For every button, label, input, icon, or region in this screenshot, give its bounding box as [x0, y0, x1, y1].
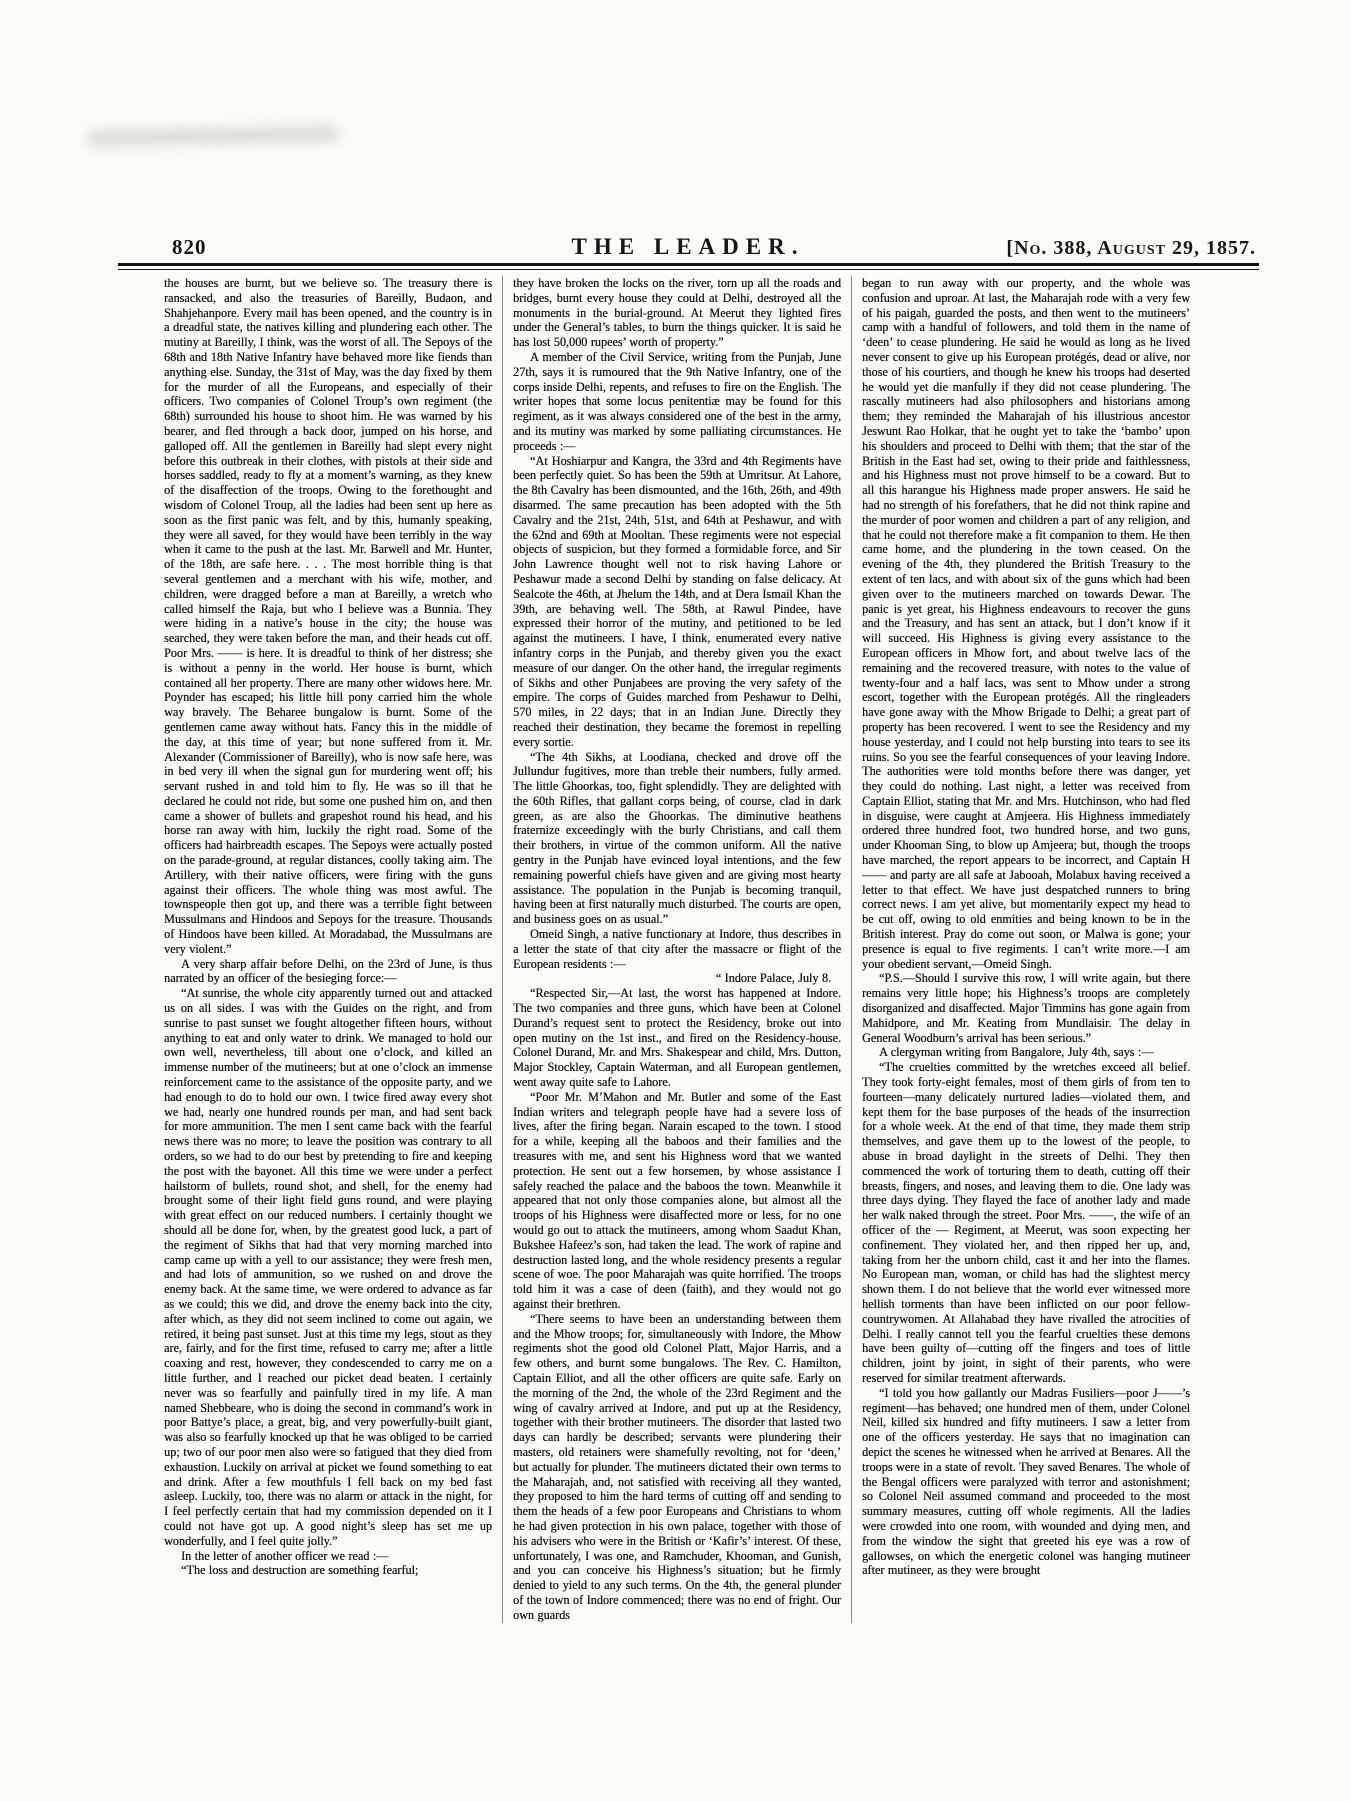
paragraph: began to run away with our property, and the whole was confusion and uproar. At last, the Maharajah rode with a very few of his paigah, guarded the posts, and then went to the mutineers’ camp with a handful of followers, and told them in the name of ‘deen’ to cease plundering. He said he would as long as he lived never consent to give up his European protégés, dead or alive, nor those of his courtiers, and though he knew his troops had deserted he would yet die manfully if they did not cease plundering. The rascally mutineers had also philosophers and historians among them; they reminded the Maharajah of his illustrious ancestor Jeswunt Rao Holkar, that he ought yet to take the ‘bambo’ upon his shoulders and proceed to Delhi with them; that the star of the British in the East had set, owing to their pride and faithlessness, and his Highness must not prove himself to be a coward. But to all this harangue his Highness made proper answers. He said he had no strength of his forefathers, that he did not think rapine and the murder of poor women and children a part of any religion, and that he could not therefore make a fit companion to them. He then came home, and the plundering in the town ceased. On the evening of the 4th, they plundered the British Treasury to the extent of ten lacs, and with about six of the guns which had been given over to the mutineers marched on towards Dewar. The panic is yet great, his Highness endeavours to recover the guns and the Treasury, and has sent an attack, but I don’t know if it will succeed. His Highness is giving every assistance to the European officers in Mhow fort, and about twelve lacs of the remaining and the recovered treasure, with notes to the value of twenty-four and a half lacs, was sent to Mhow under a strong escort, together with the European protégés. All the ringleaders have gone away with the Mhow Brigade to Delhi; a great part of property has been recovered. I went to see the Residency and my house yesterday, and I could not help bursting into tears to see its ruins. So you see the fearful consequences of your leaving Indore. The authorities were told months before there was danger, yet they could do nothing. Last night, a letter was received from Captain Elliot, stating that Mr. and Mrs. Hutchinson, who had fled in disguise, were caught at Amjeera. His Highness immediately ordered three hundred foot, two hundred horse, and two guns, under Khooman Sing, to blow up Amjeera; but, though the troops have marched, the report appears to be incorrect, and Captain H—— and party are all safe at Jabooah, Molabux having received a letter to that effect. We have just despatched runners to bring correct news. I am yet alive, but momentarily expect my head to be cut off, owing to old enmities and being known to be in the British interest. Pray do come out soon, or Malwa is gone; your presence is equal to five regiments. I can’t write more.—I am your obedient servant,—Omeid Singh.	[862, 276, 1191, 971]
header-rule	[118, 263, 1259, 270]
paragraph: “P.S.—Should I survive this row, I will write again, but there remains very little hope; his Highness’s troops are completely disorganized and disaffected. Major Timmins has gone again from Mahidpore, and Mr. Keating from Mundlaisir. The delay in General Woodburn’s arrival has been serious.”	[862, 971, 1190, 1045]
paragraph: Omeid Singh, a native functionary at Indore, thus describes in a letter the state of that city after the massacre or flight of the European residents :—	[513, 927, 841, 971]
paragraph: A very sharp affair before Delhi, on the 23rd of June, is thus narrated by an officer of the besieging force:—	[164, 956, 492, 986]
column-3	[862, 276, 1190, 1623]
scan-smudge	[88, 125, 338, 146]
paragraph: “The cruelties committed by the wretches exceed all belief. They took forty-eight females, most of them girls of from ten to fourteen—many delicately nurtured ladies—violated them, and kept them for the base purposes of the heads of the insurrection for a whole week. At the end of that time, they made them strip themselves, and gave them up to the lowest of the people, to abuse in broad daylight in the streets of Delhi. They then commenced the work of torturing them to death, cutting off their breasts, fingers, and noses, and leaving them to die. One lady was three days dying. They flayed the face of another lady and made her walk naked through the street. Poor Mrs. ——, the wife of an officer of the — Regiment, at Meerut, was soon expecting her confinement. They violated her, and then ripped her up, and, taking from her the unborn child, cast it and her into the flames. No European man, woman, or child has had the slightest mercy shown them. I do not believe that the world ever witnessed more hellish torments than have been inflicted on our poor fellow-countrywomen. At Allahabad they have rivalled the atrocities of Delhi. I really cannot tell you the fearful cruelties these demons have been guilty of—cutting off the fingers and toes of little children, joint by joint, in sight of their parents, who were reserved for similar treatment afterwards.	[862, 1060, 1190, 1385]
page-header	[120, 230, 1256, 260]
column-divider	[851, 276, 852, 1623]
paragraph: “The loss and destruction are something fearful;	[181, 1563, 419, 1578]
paragraph: the houses are burnt, but we believe so. The treasury there is ransacked, and also the treasuries of Bareilly, Budaon, and Shahjehanpore. Every mail has been opened, and the country is in a dreadful state, the natives killing and plundering each other. The mutiny at Bareilly, I think, was the worst of all. The Sepoys of the 68th and 18th Native Infantry have behaved more like fiends than anything else. Sunday, the 31st of May, was the day fixed by them for the murder of all the Europeans, and especially of their officers. Two companies of Colonel Troup’s own regiment (the 68th) surrounded his house to shoot him. He was warned by his bearer, and fled through a back door, jumped on his horse, and galloped off. All the gentlemen in Bareilly had slept every night before this outbreak in their clothes, with pistols at their side and horses saddled, ready to fly at a moment’s warning, as they knew of the disaffection of the troops. Owing to the forethought and wisdom of Colonel Troup, all the ladies had been sent up here as soon as the first panic was felt, and by this, humanly speaking, they were all saved, for they would have been terribly in the way when it came to the push at the last. Mr. Barwell and Mr. Hunter, of the 18th, are safe here. . . . The most horrible thing is that several gentlemen and a merchant with his wife, mother, and children, were dragged before a man at Bareilly, a wretch who called himself the Raja, but who I believe was a Bunnia. They were hiding in a native’s house in the city; the house was searched, they were taken before the man, and their heads cut off. Poor Mrs. —— is here. It is dreadful to think of her distress; she is without a penny in the world. Her house is burnt, which contained all her property. There are many other widows here. Mr. Poynder has escaped; his little hill pony carried him the whole way bravely. The Beharee bungalow is burnt. Some of the gentlemen came away without hats. Fancy this in the middle of the day, at this time of year; but none suffered from it. Mr. Alexander (Commissioner of Bareilly), who is now safe here, was in bed very ill when the signal gun for murdering went off; his servant rushed in and told him to fly. He was so ill that he declared he could not ride, but some one pushed him on, and then came a shower of bullets and grapeshot round his head, and his horse ran away with him, luckily the right road. Some of the officers had hairbreadth escapes. The Sepoys were actually posted on the parade-ground, at regular distances, coolly taking aim. The Artillery, with their native officers, were firing with the guns against their officers. The whole thing was most awful. The townspeople then got up, and there was a terrible fight between Mussulmans and Hindoos and Sepoys for the treasure. Thousands of Hindoos have been killed. At Moradabad, the Mussulmans are very violent.”	[164, 276, 492, 956]
paragraph: “At sunrise, the whole city apparently turned out and attacked us on all sides. I was with the Guides on the right, and from sunrise to past sunset we fought altogether fifteen hours, without anything to eat and only water to drink. We managed to hold our own well, nevertheless, till about one o’clock, and killed an immense number of the mutineers; but at one o’clock an immense reinforcement came to the assistance of the opposite party, and we had enough to do to hold our own. I twice fired away every shot we had, nearly one hundred rounds per man, and had sent back for more ammunition. The men I sent came back with the fearful news there was no more; to leave the position was contrary to all orders, so we had to do our best by pretending to fire and keeping the post with the bayonet. All this time we were under a perfect hailstorm of bullets, round shot, and shell, for the enemy had brought some of their light field guns round, and were playing with great effect on our reduced numbers. I certainly thought we should all be done for, when, by the greatest good luck, a part of the regiment of Sikhs that had that very morning marched into camp came up with a yell to our assistance; they were fresh men, and had lots of ammunition, so we rushed on and drove the enemy back. At the same time, we were ordered to advance as far as we could; this we did, and drove the enemy back into the city, after which, as they did not seem inclined to come out again, we retired, it being past sunset. Just at this time my legs, stout as they are, fairly, and for the first time, refused to carry me; after a little coaxing and rest, however, they condescended to carry me on a little further, and I reached our picket dead beaten. I certainly never was so fearfully and painfully tired in my life. A man named Shebbeare, who is doing the second in command’s work in poor Battye’s place, a great, big, and very powerfully-built giant, was also so fearfully knocked up that he was obliged to be carried up; two of our poor men also were so fatigued that they died from exhaustion. Luckily on arrival at picket we found something to eat and drink. After a few mouthfuls I fell back on my bed fast asleep. Luckily, too, there was no alarm or attack in the night, for I feel perfectly certain that had my commission depended on it I could not have got up. A good night’s sleep has set me up wonderfully, and I feel quite jolly.”	[164, 986, 492, 1548]
paragraph: “Respected Sir,—At last, the worst has happened at Indore. The two companies and three guns, which have been at Colonel Durand’s request sent to protect the Residency, broke out into open mutiny on the 1st inst., and fired on the Residency-house. Colonel Durand, Mr. and Mrs. Shakespear and child, Mrs. Dutton, Major Stockley, Captain Waterman, and all European gentlemen, went away quite safe to Lahore.	[513, 986, 841, 1090]
paragraph: “There seems to have been an understanding between them and the Mhow troops; for, simultaneously with Indore, the Mhow regiments shot the good old Colonel Platt, Major Harris, and a few others, and burnt some bungalows. The Rev. C. Hamilton, Captain Elliot, and all the other officers are quite safe. Early on the morning of the 2nd, the whole of the 23rd Regiment and the wing of cavalry arrived at Indore, and put up at the Residency, together with their brother mutineers. The disorder that lasted two days can hardly be described; servants were plundering their masters, old retainers were shamefully revolting, not for ‘deen,’ but actually for plunder. The mutineers dictated their own terms to the Maharajah, and, not satisfied with receiving all they wanted, they proposed to him the hard terms of cutting off and sending to them the heads of a few poor Europeans and Christians to whom he had given protection in his own palace, together with those of his advisers who were in the British or ‘Kafir’s’ interest. Of these, unfortunately, I was one, and Ramchuder, Khooman, and Gunish, and you can conceive his Highness’s situation; but he firmly denied to yield to any such terms. On the 4th, the general plunder of the town of Indore commenced; there was no end of fright. Our own guards	[513, 1311, 841, 1622]
masthead-title: THE LEADER.	[571, 234, 805, 259]
column-2	[513, 276, 841, 1623]
paragraph: “I told you how gallantly our Madras Fusiliers—poor J——’s regiment—has behaved; one hundred men of them, under Colonel Neil, killed six hundred and fifty mutineers. I saw a letter from one of the officers yesterday. He says that no imagination can depict the scenes he witnessed when he arrived at Benares. All the troops were in a state of revolt. They saved Benares. The whole of the Bengal officers were paralyzed with terror and astonishment; so Colonel Neil assumed command and proceeded to the most summary measures, cutting off whole regiments. All the ladies were crowded into one room, with wounded and dying men, and from the window the sight that greeted his eye was a row of gallowses, on which the energetic colonel was hanging mutineer after mutineer, as they were brought	[862, 1385, 1190, 1578]
paragraph: they have broken the locks on the river, torn up all the roads and bridges, burnt every house they could at Delhi, destroyed all the monuments in the burial-ground. At Meerut they lighted fires under the General’s tables, to burn the things quicker. It is said he has lost 50,000 rupees’ worth of property.”	[513, 276, 841, 350]
column-divider	[502, 276, 503, 1623]
paragraph: “Poor Mr. M’Mahon and Mr. Butler and some of the East Indian writers and telegraph people have had a severe loss of lives, after the firing began. Narain escaped to the town. I stood for a while, keeping all the baboos and their families and the treasures with me, and sent his Highness word that we wanted protection. He sent out a few horsemen, by whose assistance I safely reached the palace and the baboos the town. Meanwhile it appeared that not only those companies alone, but almost all the troops of his Highness were disaffected more or less, for no one would go out to attack the mutineers, among whom Saadut Khan, Bukshee Hafeez’s son, had taken the lead. The work of rapine and destruction lasted long, and the whole residency presents a regular scene of woe. The poor Maharajah was quite horrified. The troops told him it was a case of deen (faith), and they would not go against their brethren.	[513, 1089, 841, 1311]
article-columns	[164, 276, 1192, 1623]
paragraph: A member of the Civil Service, writing from the Punjab, June 27th, says it is rumoured that the 9th Native Infantry, one of the corps inside Delhi, repents, and refuses to fire on the English. The writer hopes that some locus penitentiæ may be found for this regiment, as it was always considered one of the best in the army, and its mutiny was marked by some palliating circumstances. He proceeds :—	[513, 349, 841, 453]
paragraph: “At Hoshiarpur and Kangra, the 33rd and 4th Regiments have been perfectly quiet. So has been the 59th at Umritsur. At Lahore, the 8th Cavalry has been dismounted, and the 16th, 26th, and 49th disarmed. The same precaution has been adopted with the 5th Cavalry and the 21st, 24th, 51st, and 64th at Peshawur, and with the 62nd and 69th at Mooltan. These regiments were not especial objects of suspicion, but they formed a formidable force, and Sir John Lawrence thought well not to risk having Lahore or Peshawur made a second Delhi by standing on false delicacy. At Sealcote the 46th, at Jhelum the 14th, and at Dera Ismail Khan the 39th, are behaving well. The 58th, at Rawul Pindee, have expressed their horror of the mutiny, and petitioned to be led against the mutineers. I have, I think, enumerated every native infantry corps in the Punjab, and thereby given you the exact measure of our danger. On the other hand, the irregular regiments of Sikhs and other Punjabees are proving the very safety of the empire. The corps of Guides marched from Peshawur to Delhi, 570 miles, in 22 days; that in an Indian June. Directly they reached their destination, they became the foremost in repelling every sortie.	[513, 453, 841, 749]
letter-dateline: “ Indore Palace, July 8.	[715, 971, 831, 986]
column-1	[164, 276, 492, 1623]
page-number: 820	[172, 235, 207, 259]
paragraph: A clergyman writing from Bangalore, July 4th, says :—	[879, 1045, 1154, 1060]
paragraph: In the letter of another officer we read :—	[181, 1548, 389, 1563]
paragraph: “The 4th Sikhs, at Loodiana, checked and drove off the Jullundur fugitives, more than treble their numbers, fully armed. The little Ghoorkas, too, fight splendidly. They are delighted with the 60th Rifles, that gallant corps being, of course, clad in dark green, as are also the Ghoorkas. The diminutive heathens fraternize exceedingly with the burly Christians, and call them their brothers, in virtue of the common uniform. All the native gentry in the Punjab have evinced loyal intentions, and the few remaining powerful chiefs have given and are giving most hearty assistance. The population in the Punjab is becoming tranquil, having been at first naturally much disturbed. The courts are open, and business goes on as usual.”	[513, 749, 841, 927]
issue-info: [No. 388, August 29, 1857.	[1006, 237, 1256, 259]
